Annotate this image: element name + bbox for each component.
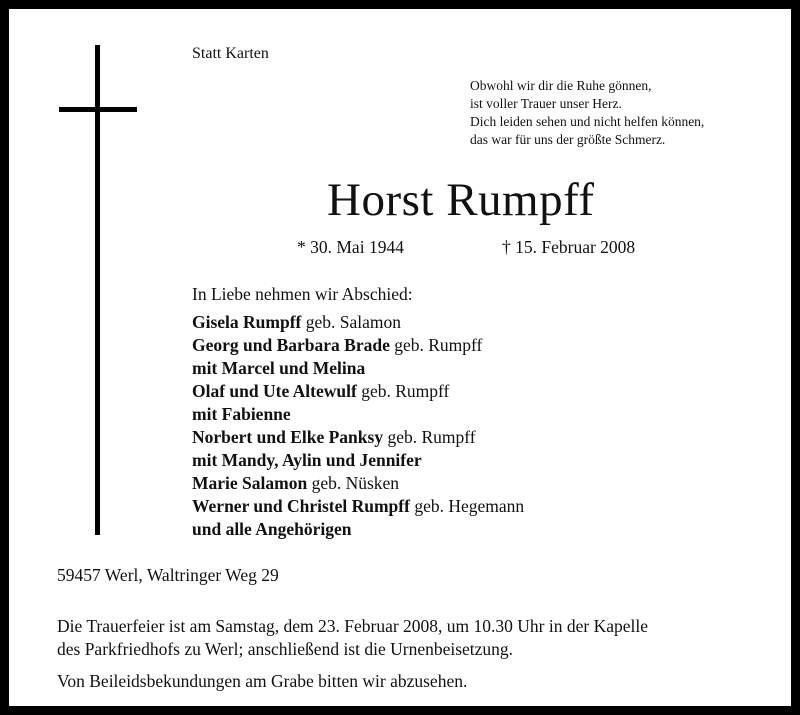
mourner-note: geb. Hegemann [409, 496, 525, 516]
mourner-name: mit Fabienne [192, 404, 291, 424]
mourner-note: geb. Salamon [301, 312, 402, 332]
mourner-name: Gisela Rumpff [192, 312, 302, 332]
poem-line: Dich leiden sehen und nicht helfen können, [470, 114, 705, 129]
mourner-line [192, 518, 524, 541]
mourner-name: und alle Angehörigen [192, 519, 352, 539]
mourner-entry [192, 334, 524, 380]
mourner-name: Werner und Christel Rumpff [192, 496, 410, 516]
deceased-name: Horst Rumpff [327, 174, 595, 226]
mourner-name: mit Mandy, Aylin und Jennifer [192, 450, 422, 470]
header-label: Statt Karten [192, 45, 269, 62]
mourners-list [192, 311, 524, 541]
ceremony-line: des Parkfriedhofs zu Werl; anschließend ist die Urnenbeisetzung. [57, 639, 514, 659]
mourner-line [192, 426, 524, 449]
mourner-line [192, 449, 524, 472]
mourner-entry [192, 380, 524, 426]
mourner-note: geb. Nüsken [307, 473, 400, 493]
mourner-line [192, 403, 524, 426]
mourner-note: geb. Rumpff [383, 427, 476, 447]
condolence-request: Von Beileidsbekundungen am Grabe bitten wir abzusehen. [57, 671, 468, 691]
mourner-entry [192, 311, 524, 334]
poem [470, 77, 704, 149]
ceremony-text [57, 615, 769, 661]
cross-horizontal-bar [59, 107, 137, 112]
mourner-entry [192, 495, 524, 541]
mourner-name: Olaf und Ute Altewulf [192, 381, 357, 401]
poem-line: das war für uns der größte Schmerz. [470, 132, 666, 147]
mourner-line [192, 311, 524, 334]
mourner-name: mit Marcel und Melina [192, 358, 366, 378]
death-date: † 15. Februar 2008 [502, 237, 636, 257]
mourner-name: Georg und Barbara Brade [192, 335, 390, 355]
mourner-line [192, 472, 524, 495]
mourner-line [192, 380, 524, 403]
poem-line: Obwohl wir dir die Ruhe gönnen, [470, 78, 652, 93]
mourner-line [192, 334, 524, 357]
cross-vertical-bar [95, 45, 100, 535]
mourner-note: geb. Rumpff [389, 335, 483, 355]
poem-line: ist voller Trauer unser Herz. [470, 96, 622, 111]
farewell-intro: In Liebe nehmen wir Abschied: [192, 284, 413, 304]
mourner-note: geb. Rumpff [356, 381, 450, 401]
address: 59457 Werl, Waltringer Weg 29 [57, 565, 279, 585]
mourner-entry [192, 426, 524, 472]
mourner-name: Marie Salamon [192, 473, 308, 493]
mourner-name: Norbert und Elke Panksy [192, 427, 384, 447]
mourner-line [192, 357, 524, 380]
mourner-line [192, 495, 524, 518]
ceremony-line: Die Trauerfeier ist am Samstag, dem 23. Februar 2008, um 10.30 Uhr in der Kapelle [57, 616, 648, 636]
birth-date: * 30. Mai 1944 [297, 237, 404, 257]
mourner-entry [192, 472, 524, 495]
